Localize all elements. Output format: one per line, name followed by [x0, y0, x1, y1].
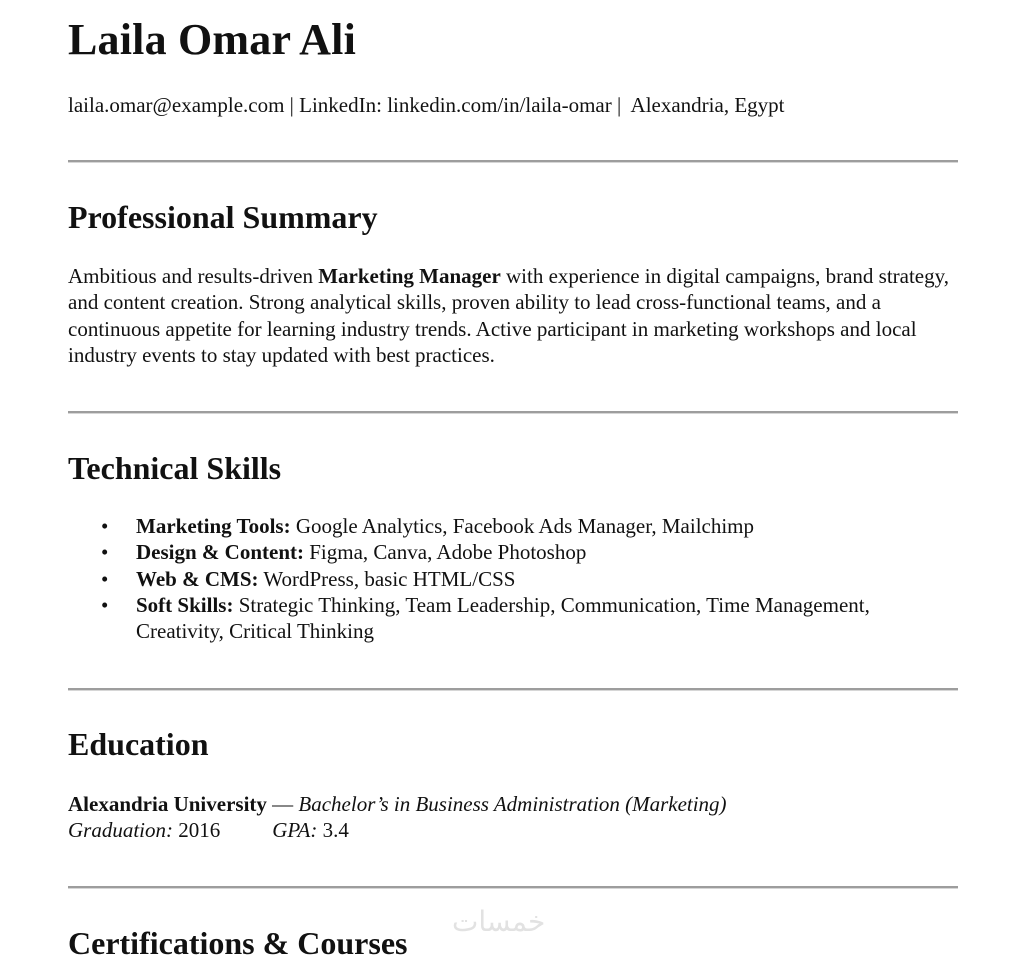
contact-separator: |	[284, 93, 300, 117]
skill-label: Web & CMS:	[136, 566, 259, 591]
linkedin-label: LinkedIn:	[299, 93, 388, 117]
bullet-icon: •	[101, 540, 109, 565]
skill-value: WordPress, basic HTML/CSS	[258, 566, 516, 591]
graduation-label: Graduation:	[68, 818, 173, 842]
education-title-line	[68, 791, 727, 817]
section-divider	[68, 886, 958, 889]
education-dash: —	[266, 792, 299, 816]
watermark-logo: خمسات	[452, 905, 546, 938]
skills-heading: Technical Skills	[68, 450, 282, 486]
section-divider	[68, 688, 958, 691]
candidate-name: Laila Omar Ali	[68, 15, 357, 64]
skills-list	[68, 513, 958, 644]
bullet-icon: •	[101, 566, 109, 591]
education-heading: Education	[68, 726, 209, 762]
graduation-year: 2016	[173, 818, 221, 842]
degree-name: Bachelor’s in Business Administration (Marketing)	[298, 792, 727, 816]
skill-item	[68, 566, 958, 592]
section-divider	[68, 411, 958, 414]
skill-item	[68, 513, 958, 539]
summary-role: Marketing Manager	[318, 264, 501, 288]
contact-line	[68, 91, 784, 119]
skill-value: Strategic Thinking, Team Leadership, Communication, Time Management, Creativity, Critical Thinking	[136, 592, 870, 644]
certifications-heading: Certifications & Courses	[68, 925, 408, 961]
summary-paragraph	[68, 263, 953, 368]
skill-label: Soft Skills:	[136, 592, 234, 617]
skill-value: Google Analytics, Facebook Ads Manager, Mailchimp	[290, 514, 755, 538]
summary-text-end: with experience in digital campaigns, brand strategy, and content creation. Strong analytical skills, proven ability to lead cross-functional teams, and a continuous appetite for learning industry trends. Active participant in marketing workshops and local industry events to stay updated with best practices.	[68, 264, 950, 367]
summary-heading: Professional Summary	[68, 199, 378, 235]
school-name: Alexandria University	[68, 792, 267, 816]
skill-item	[68, 539, 958, 565]
gpa-value: 3.4	[317, 818, 349, 842]
summary-text-start: Ambitious and results-driven	[68, 264, 319, 288]
bullet-icon: •	[101, 514, 109, 538]
skill-label: Design & Content:	[136, 540, 304, 565]
bullet-icon: •	[101, 592, 109, 617]
skill-item	[68, 592, 958, 645]
skill-value: Figma, Canva, Adobe Photoshop	[304, 540, 587, 565]
education-details-line	[68, 817, 727, 843]
linkedin-link[interactable]: linkedin.com/in/laila-omar	[387, 93, 612, 117]
contact-separator: |	[611, 93, 631, 117]
skill-label: Marketing Tools:	[136, 514, 291, 538]
gpa-label: GPA:	[272, 818, 318, 842]
section-divider	[68, 160, 958, 163]
location-text: Alexandria, Egypt	[630, 93, 785, 117]
education-entry	[68, 791, 727, 843]
email-text: laila.omar@example.com	[68, 93, 285, 117]
